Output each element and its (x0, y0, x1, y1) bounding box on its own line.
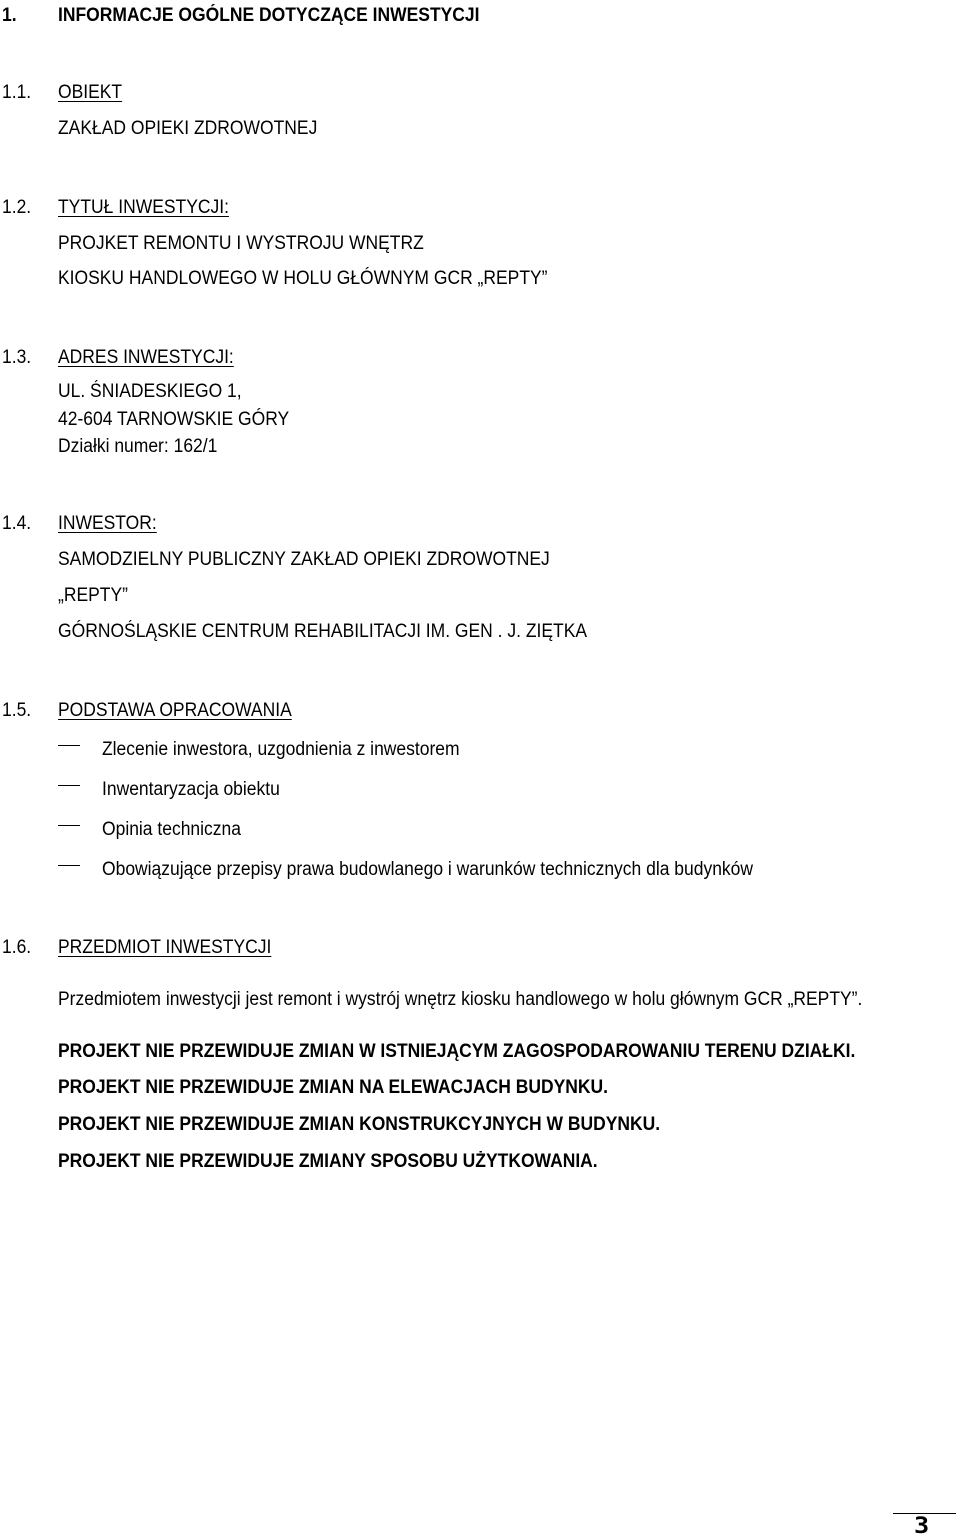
list-dash (58, 865, 80, 866)
section-number: 1.1. (2, 82, 32, 103)
body-paragraph: Przedmiotem inwestycji jest remont i wystrój wnętrz kiosku handlowego w holu głównym GCR „REPTY”. (58, 989, 863, 1010)
page-number: 3 (914, 1514, 930, 1539)
list-dash (58, 785, 80, 786)
text-line: GÓRNOŚLĄSKIE CENTRUM REHABILITACJI IM. GEN . J. ZIĘTKA (58, 621, 588, 642)
section-number: 1.2. (2, 197, 32, 218)
section-number: 1.4. (2, 513, 32, 534)
bold-statement: PROJEKT NIE PRZEWIDUJE ZMIANY SPOSOBU UŻYTKOWANIA. (58, 1151, 598, 1172)
section-title: PODSTAWA OPRACOWANIA (58, 700, 292, 721)
text-line: „REPTY” (58, 585, 128, 606)
list-item: Obowiązujące przepisy prawa budowlanego i warunków technicznych dla budynków (102, 859, 754, 880)
section-number: 1.6. (2, 937, 32, 958)
text-line: ZAKŁAD OPIEKI ZDROWOTNEJ (58, 118, 318, 139)
list-item: Opinia techniczna (102, 819, 241, 840)
section-number: 1.3. (2, 347, 32, 368)
section-number: 1.5. (2, 700, 32, 721)
bold-statement: PROJEKT NIE PRZEWIDUJE ZMIAN KONSTRUKCYJNYCH W BUDYNKU. (58, 1114, 661, 1135)
list-dash (58, 745, 80, 746)
section-title: ADRES INWESTYCJI: (58, 347, 234, 368)
text-line: 42-604 TARNOWSKIE GÓRY (58, 409, 290, 430)
text-line: SAMODZIELNY PUBLICZNY ZAKŁAD OPIEKI ZDROWOTNEJ (58, 549, 550, 570)
section-title: OBIEKT (58, 82, 123, 103)
bold-statement: PROJEKT NIE PRZEWIDUJE ZMIAN NA ELEWACJACH BUDYNKU. (58, 1077, 609, 1098)
section-title: INWESTOR: (58, 513, 157, 534)
list-item: Zlecenie inwestora, uzgodnienia z inwestorem (102, 739, 460, 760)
section-number: 1. (2, 5, 17, 26)
section-title: PRZEDMIOT INWESTYCJI (58, 937, 272, 958)
list-dash (58, 825, 80, 826)
text-line: PROJKET REMONTU I WYSTROJU WNĘTRZ (58, 233, 424, 254)
text-line: Działki numer: 162/1 (58, 436, 218, 457)
list-item: Inwentaryzacja obiektu (102, 779, 280, 800)
section-title: INFORMACJE OGÓLNE DOTYCZĄCE INWESTYCJI (58, 5, 480, 26)
bold-statement: PROJEKT NIE PRZEWIDUJE ZMIAN W ISTNIEJĄCYM ZAGOSPODAROWANIU TERENU DZIAŁKI. (58, 1041, 856, 1062)
text-line: KIOSKU HANDLOWEGO W HOLU GŁÓWNYM GCR „REPTY” (58, 268, 548, 289)
text-line: UL. ŚNIADESKIEGO 1, (58, 381, 242, 402)
section-title: TYTUŁ INWESTYCJI: (58, 197, 229, 218)
